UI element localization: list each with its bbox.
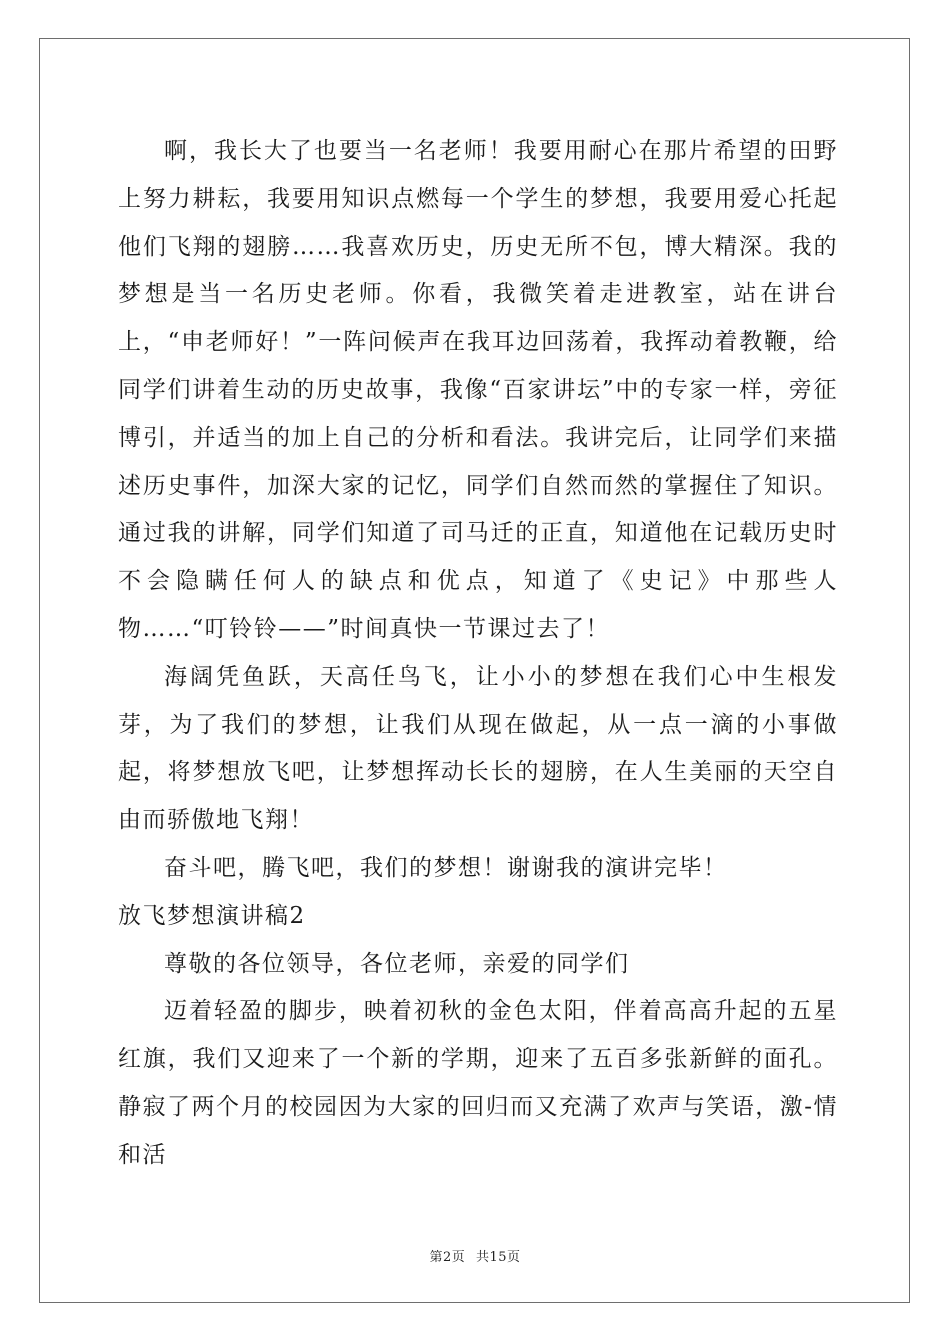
paragraph-2: 海阔凭鱼跃，天高任鸟飞，让小小的梦想在我们心中生根发芽，为了我们的梦想，让我们从现在做起，从一点一滴的小事做起，将梦想放飞吧，让梦想挥动长长的翅膀，在人生美丽的天空自由而骄傲地飞翔！: [118, 663, 838, 834]
page-total: 共15页: [475, 1250, 521, 1265]
page-number: 第2页: [429, 1250, 466, 1265]
section-heading: 放飞梦想演讲稿2: [118, 902, 306, 929]
paragraph-1: 啊，我长大了也要当一名老师！我要用耐心在那片希望的田野上努力耕耘，我要用知识点燃每一个学生的梦想，我要用爱心托起他们飞翔的翅膀……我喜欢历史，历史无所不包，博大精深。我的梦想是当一名历史老师。你看，我微笑着走进教室，站在讲台上，“申老师好！”一阵问候声在我耳边回荡着，我挥动着教鞭，给同学们讲着生动的历史故事，我像“百家讲坛”中的专家一样，旁征博引，并适当的加上自己的分析和看法。我讲完后，让同学们来描述历史事件，加深大家的记忆，同学们自然而然的掌握住了知识。通过我的讲解，同学们知道了司马迁的正直，知道他在记载历史时不会隐瞒任何人的缺点和优点，知道了《史记》中那些人物……“叮铃铃——”时间真快一节课过去了！: [118, 138, 838, 642]
document-body: [118, 128, 838, 1180]
paragraph-salutation: 尊敬的各位领导，各位老师，亲爱的同学们: [164, 950, 630, 977]
page-footer: [0, 1246, 950, 1265]
paragraph-5: 迈着轻盈的脚步，映着初秋的金色太阳，伴着高高升起的五星红旗，我们又迎来了一个新的学期，迎来了五百多张新鲜的面孔。静寂了两个月的校园因为大家的回归而又充满了欢声与笑语，激-情和活: [118, 998, 838, 1168]
paragraph-3: 奋斗吧，腾飞吧，我们的梦想！谢谢我的演讲完毕！: [164, 854, 728, 881]
